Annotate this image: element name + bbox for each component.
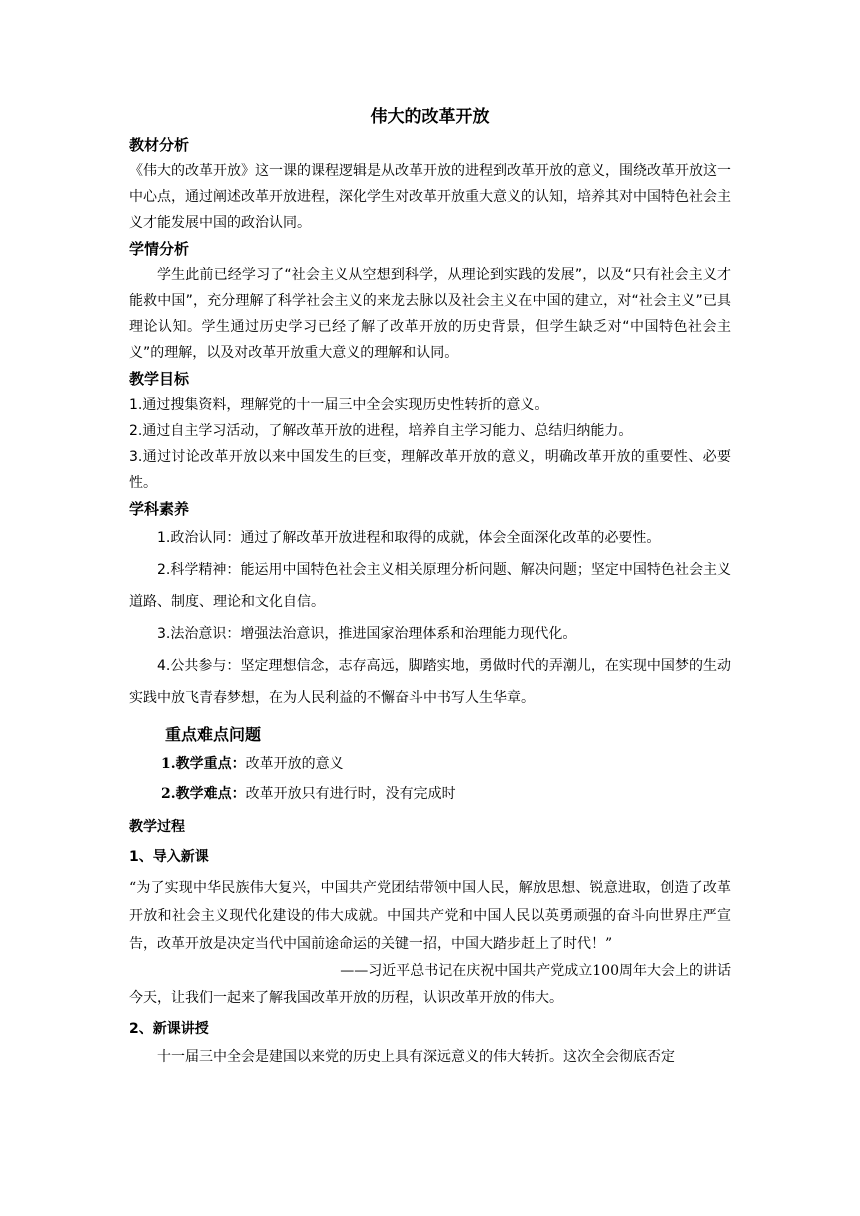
quote-attribution: ——习近平总书记在庆祝中国共产党成立100周年大会上的讲话 [340, 963, 731, 979]
focus-label: 1.教学重点： [161, 756, 246, 772]
goal-item: 3.通过讨论改革开放以来中国发生的巨变，理解改革开放的意义，明确改革开放的重要性、必要性。 [129, 449, 731, 491]
heading-key-difficult-points: 重点难点问题 [165, 725, 262, 744]
difficulty-label: 2.教学难点： [161, 786, 246, 802]
document-body [129, 100, 731, 1072]
heading-step-intro: 1、导入新课 [129, 849, 209, 865]
heading-subject-literacy: 学科素养 [129, 500, 190, 518]
heading-student-analysis: 学情分析 [129, 240, 190, 258]
goal-item: 2.通过自主学习活动，了解改革开放的进程，培养自主学习能力、总结归纳能力。 [129, 423, 633, 439]
quote-paragraph: “为了实现中华民族伟大复兴，中国共产党团结带领中国人民，解放思想、锐意进取，创造了改革开放和社会主义现代化建设的伟大成就。中国共产党和中国人民以英勇顽强的奋斗向世界庄严宣告，改革开放是决定当代中国前途命运的关键一招，中国大踏步赶上了时代！” [129, 880, 731, 952]
literacy-item: 2.科学精神：能运用中国特色社会主义相关原理分析问题、解决问题；坚定中国特色社会主义道路、制度、理论和文化自信。 [129, 562, 731, 610]
heading-step-new-lesson: 2、新课讲授 [129, 1021, 209, 1037]
key-point-difficulty [129, 784, 731, 804]
focus-text: 改革开放的意义 [245, 756, 344, 772]
heading-teaching-process: 教学过程 [129, 819, 185, 835]
difficulty-text: 改革开放只有进行时，没有完成时 [245, 786, 456, 802]
intro-paragraph: 今天，让我们一起来了解我国改革开放的历程，认识改革开放的伟大。 [129, 990, 563, 1006]
literacy-item: 4.公共参与：坚定理想信念，志存高远，脚踏实地，勇做时代的弄潮儿，在实现中国梦的生动实践中放飞青春梦想，在为人民利益的不懈奋斗中书写人生华章。 [129, 658, 731, 706]
heading-textbook-analysis: 教材分析 [129, 136, 190, 154]
paragraph-student-analysis: 学生此前已经学习了“社会主义从空想到科学，从理论到实践的发展”，以及“只有社会主义才能救中国”，充分理解了科学社会主义的来龙去脉以及社会主义在中国的建立，对“社会主义”已具理论认知。学生通过历史学习已经了解了改革开放的历史背景，但学生缺乏对“中国特色社会主义”的理解，以及对改革开放重大意义的理解和认同。 [129, 267, 731, 361]
lesson-paragraph: 十一届三中全会是建国以来党的历史上具有深远意义的伟大转折。这次全会彻底否定 [157, 1049, 675, 1065]
literacy-item: 1.政治认同：通过了解改革开放进程和取得的成就，体会全面深化改革的必要性。 [157, 530, 661, 546]
literacy-item: 3.法治意识：增强法治意识，推进国家治理体系和治理能力现代化。 [157, 626, 577, 642]
heading-teaching-goals: 教学目标 [129, 370, 190, 388]
page-title: 伟大的改革开放 [370, 107, 490, 127]
goal-item: 1.通过搜集资料，理解党的十一届三中全会实现历史性转折的意义。 [129, 397, 549, 413]
key-point-focus [129, 754, 731, 774]
paragraph-textbook-analysis: 《伟大的改革开放》这一课的课程逻辑是从改革开放的进程到改革开放的意义，围绕改革开放这一中心点，通过阐述改革开放进程，深化学生对改革开放重大意义的认知，培养其对中国特色社会主义才能发展中国的政治认同。 [129, 163, 731, 231]
